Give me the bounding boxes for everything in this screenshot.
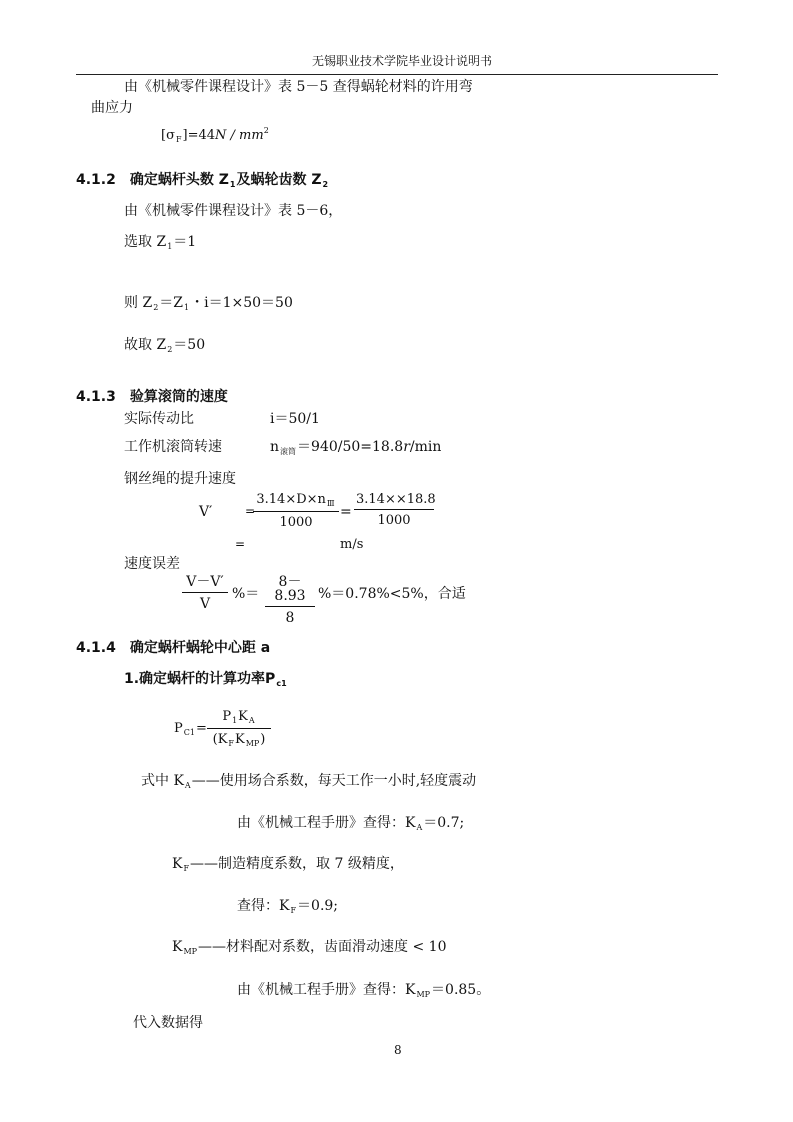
kmp-lookup-pre: 由《机械工程手册》查得：K [237, 982, 416, 998]
section-4-1-2-heading [76, 173, 329, 189]
s412-heading-sub2: 2 [322, 180, 329, 189]
s414-subheading-1 [124, 672, 288, 688]
s412-line4-post: ＝50 [173, 337, 206, 353]
error-mid: %＝ [232, 586, 260, 602]
rope-speed-label: 钢丝绳的提升速度 [124, 471, 236, 487]
sigma-sub: F [175, 135, 182, 144]
kf-lookup [237, 899, 338, 915]
section-4-1-3-heading: 4.1.3 验算滚筒的速度 [76, 389, 228, 405]
page-number: 8 [394, 1043, 402, 1057]
kf-lookup-pre: 查得：K [237, 898, 290, 914]
speed-error-label: 速度误差 [124, 556, 180, 572]
speed-fraction-2 [354, 493, 434, 527]
ka-text: ——使用场合系数，每天工作一小时,轻度震动 [191, 773, 477, 789]
err-frac2-numerator: 8－8.93 [274, 574, 306, 604]
s412-line4-sub: 2 [167, 345, 173, 354]
error-fraction-2 [265, 575, 315, 625]
frac1-num-text: 3.14×D×n [256, 492, 326, 507]
sigma-sup: 2 [263, 126, 269, 135]
ka-lookup-post: ＝0.7; [423, 815, 465, 831]
s412-line2-pre: 选取 Z [124, 234, 167, 250]
speed-unit-rest: /min [409, 439, 442, 455]
intro-line-1: 由《机械零件课程设计》表 5－5 查得蜗轮材料的许用弯 [124, 79, 473, 95]
intro-line-2: 曲应力 [91, 100, 133, 116]
s412-line3-post: ・i＝1×50＝50 [190, 295, 293, 311]
ka-lookup-sub: A [416, 823, 423, 832]
frac1-denominator: 1000 [279, 515, 313, 530]
pc1-left [174, 722, 207, 737]
s412-line2-sub: 1 [167, 242, 173, 251]
pc1-num-p: P [222, 709, 232, 724]
s412-line-3 [124, 296, 293, 312]
kf-text: ——制造精度系数，取 7 级精度， [190, 856, 404, 872]
error-fraction-1 [182, 575, 228, 611]
substitute-data-line: 代入数据得 [133, 1015, 203, 1031]
speed-label: 工作机滚筒转速 [124, 439, 222, 455]
kf-lookup-sub: F [290, 906, 297, 915]
kmp-lookup [237, 983, 490, 999]
s414-sub1-sub: c1 [276, 679, 287, 688]
s412-line3-mid: ＝Z [159, 295, 184, 311]
speed-n: n [270, 439, 280, 455]
frac2-numerator: 3.14××18.8 [356, 492, 436, 507]
pc1-den-open: (K [212, 732, 228, 747]
s412-line3-pre: 则 Z [124, 295, 153, 311]
kmp-definition [172, 940, 447, 956]
page-header-title: 无锡职业技术学院毕业设计说明书 [312, 54, 493, 68]
ratio-value: i＝50/1 [270, 411, 320, 427]
pc1-den-sub2: MP [245, 739, 260, 748]
speed-fraction-1 [253, 493, 339, 529]
kf-pre: K [172, 856, 183, 872]
pc1-num-k-sub: A [248, 716, 255, 725]
s412-heading-pre: 4.1.2 确定蜗杆头数 Z [76, 172, 229, 188]
kf-definition [172, 857, 404, 873]
pc1-den-close: ) [260, 732, 266, 747]
err-frac1-numerator: V－V′ [186, 574, 224, 590]
kmp-lookup-post: ＝0.85。 [431, 982, 491, 998]
ka-sub: A [184, 781, 191, 790]
ka-definition [141, 774, 476, 790]
pc1-denominator [207, 729, 271, 748]
speed-number: ＝940/50=18.8 [297, 439, 404, 455]
s412-line3-sub1: 2 [153, 303, 159, 312]
speed-value [270, 440, 441, 456]
sigma-right: ]=44 [182, 128, 216, 143]
section-4-1-4-heading: 4.1.4 确定蜗杆蜗轮中心距 a [76, 640, 271, 656]
speed-unit-r: r [403, 439, 410, 455]
pc1-numerator [207, 710, 271, 728]
speed-sub: 滚筒 [280, 447, 297, 456]
ka-lookup-pre: 由《机械工程手册》查得：K [237, 815, 416, 831]
sigma-unit: N / mm [215, 128, 264, 143]
ka-lookup [237, 816, 464, 832]
eq-sign-1: = [245, 504, 256, 518]
pc1-num-k: K [238, 709, 248, 724]
unit-ms: m/s [340, 537, 364, 552]
kf-lookup-post: ＝0.9; [297, 898, 339, 914]
pc1-den-sub1: F [228, 739, 234, 748]
s412-line-4 [124, 338, 205, 354]
pc1-num-p-sub: 1 [232, 716, 238, 725]
sigma-formula [161, 127, 269, 144]
sigma-left: [σ [161, 128, 175, 143]
frac2-denominator: 1000 [377, 513, 411, 528]
kmp-text: ——材料配对系数，齿面滑动速度 < 10 [198, 939, 447, 955]
pc1-fraction [207, 710, 271, 748]
header-rule [76, 74, 718, 75]
s412-heading-sub1: 1 [229, 180, 236, 189]
ratio-label: 实际传动比 [124, 411, 194, 427]
frac1-numerator [253, 493, 339, 511]
s414-sub1-pre: 1.确定蜗杆的计算功率P [124, 671, 276, 687]
eq-sign-2: = [340, 504, 352, 520]
pc1-left-p: P [174, 721, 183, 736]
v-prime: V′ [199, 504, 213, 520]
pc1-left-sub: C1 [183, 728, 195, 737]
pc1-eq: = [195, 721, 207, 736]
s412-line4-pre: 故取 Z [124, 337, 167, 353]
kmp-lookup-sub: MP [416, 990, 431, 999]
ka-pre: 式中 K [141, 773, 184, 789]
s412-line-1: 由《机械零件课程设计》表 5－6， [124, 203, 343, 219]
s412-heading-mid: 及蜗轮齿数 Z [236, 172, 322, 188]
s412-line3-sub2: 1 [184, 303, 190, 312]
kf-sub: F [183, 864, 190, 873]
err-frac2-denominator: 8 [285, 610, 295, 626]
eq-sign-3: = [235, 537, 246, 551]
s412-line2-post: ＝1 [173, 234, 197, 250]
frac1-num-sub: Ⅲ [326, 499, 335, 508]
pc1-den-k: K [234, 732, 245, 747]
error-result: %＝0.78%<5%，合适 [318, 586, 466, 602]
kmp-pre: K [172, 939, 183, 955]
err-frac1-denominator: V [199, 596, 211, 612]
kmp-sub: MP [183, 947, 198, 956]
s412-line-2 [124, 235, 196, 251]
